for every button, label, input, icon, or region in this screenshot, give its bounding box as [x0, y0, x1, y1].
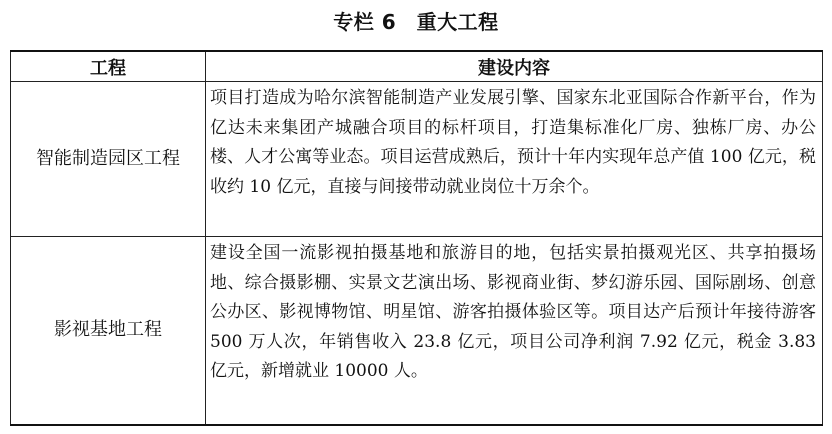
header-row: [11, 51, 823, 82]
header-content: 建设内容: [206, 51, 823, 82]
page-title: 专栏 6 重大工程: [333, 10, 499, 34]
project-content: 建设全国一流影视拍摄基地和旅游目的地，包括实景拍摄观光区、共享拍摄场地、综合摄影棚、实景文艺演出场、影视商业街、梦幻游乐园、国际剧场、创意公办区、影视博物馆、明星馆、游客拍摄体验区等。项目达产后预计年接待游客 500 万人次，年销售收入 23.8 亿元，项目公司净利润 7.92 亿元，税金 3.83 亿元，新增就业 10000 人。: [206, 237, 823, 425]
projects-table: [10, 50, 823, 426]
table-body: [11, 82, 823, 425]
project-content: 项目打造成为哈尔滨智能制造产业发展引擎、国家东北亚国际合作新平台，作为亿达未来集团产城融合项目的标杆项目，打造集标准化厂房、独栋厂房、办公楼、人才公寓等业态。项目运营成熟后，预计十年内实现年总产值 100 亿元，税收约 10 亿元，直接与间接带动就业岗位十万余个。: [206, 82, 823, 237]
table-header: [11, 51, 823, 82]
table-row: [11, 237, 823, 425]
table-row: [11, 82, 823, 237]
header-project: 工程: [11, 51, 206, 82]
project-name: 智能制造园区工程: [11, 82, 206, 237]
project-name: 影视基地工程: [11, 237, 206, 425]
